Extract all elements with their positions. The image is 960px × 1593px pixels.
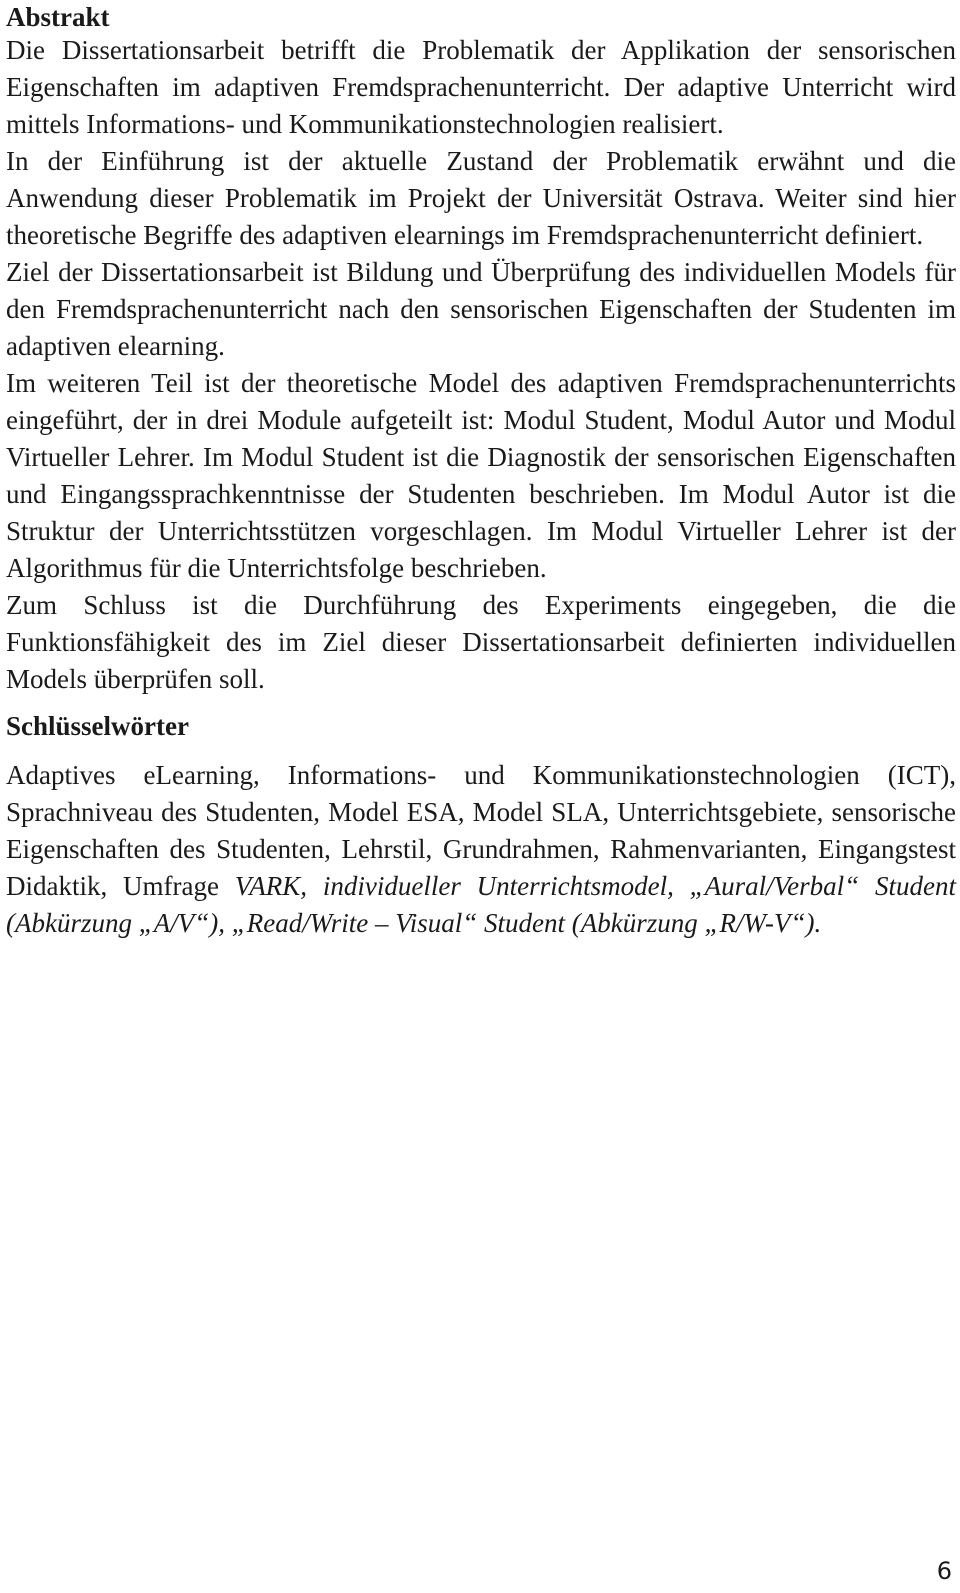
keywords-italic-text: VARK, individueller Unterrichtsmodel, „Aural/Verbal“ Student (Abkürzung „A/V“), „Read/Write – Visual“ Student (Abkürzung „R/W-V“).	[6, 871, 956, 938]
page-number: 6	[936, 1557, 952, 1585]
abstract-heading: Abstrakt	[6, 2, 110, 32]
abstract-paragraph-4: Im weiteren Teil ist der theoretische Model des adaptiven Fremdsprachenunterrichts eingeführt, der in drei Module aufgeteilt ist: Modul Student, Modul Autor und Modul Virtueller Lehrer. Im Modul Student ist die Diagnostik der sensorischen Eigenschaften und Eingangssprachkenntnisse der Studenten beschrieben. Im Modul Autor ist die Struktur der Unterrichtsstützen vorgeschlagen. Im Modul Virtueller Lehrer ist der Algorithmus für die Unterrichtsfolge beschrieben.	[6, 368, 956, 583]
keywords-paragraph	[6, 757, 956, 942]
abstract-paragraph-1: Die Dissertationsarbeit betrifft die Problematik der Applikation der sensorischen Eigenschaften im adaptiven Fremdsprachenunterricht. Der adaptive Unterricht wird mittels Informations- und Kommunikationstechnologien realisiert.	[6, 35, 956, 139]
document-page	[6, 0, 956, 969]
abstract-paragraph-2: In der Einführung ist der aktuelle Zustand der Problematik erwähnt und die Anwendung dieser Problematik im Projekt der Universität Ostrava. Weiter sind hier theoretische Begriffe des adaptiven elearnings im Fremdsprachenunterricht definiert.	[6, 146, 956, 250]
abstract-paragraph-5: Zum Schluss ist die Durchführung des Experiments eingegeben, die die Funktionsfähigkeit des im Ziel dieser Dissertationsarbeit definierten individuellen Models überprüfen soll.	[6, 590, 956, 694]
abstract-paragraph-3: Ziel der Dissertationsarbeit ist Bildung und Überprüfung des individuellen Models für den Fremdsprachenunterricht nach den sensorischen Eigenschaften der Studenten im adaptiven elearning.	[6, 257, 956, 361]
keywords-regular-text: Adaptives eLearning, Informations- und Kommunikationstechnologien (ICT), Sprachniveau des Studenten, Model ESA, Model SLA, Unterrichtsgebiete, sensorische Eigenschaften des Studenten, Lehrstil, Grundrahmen, Rahmenvarianten, Eingangstest Didaktik, Umfrage	[6, 760, 956, 901]
keywords-heading: Schlüsselwörter	[6, 711, 189, 741]
